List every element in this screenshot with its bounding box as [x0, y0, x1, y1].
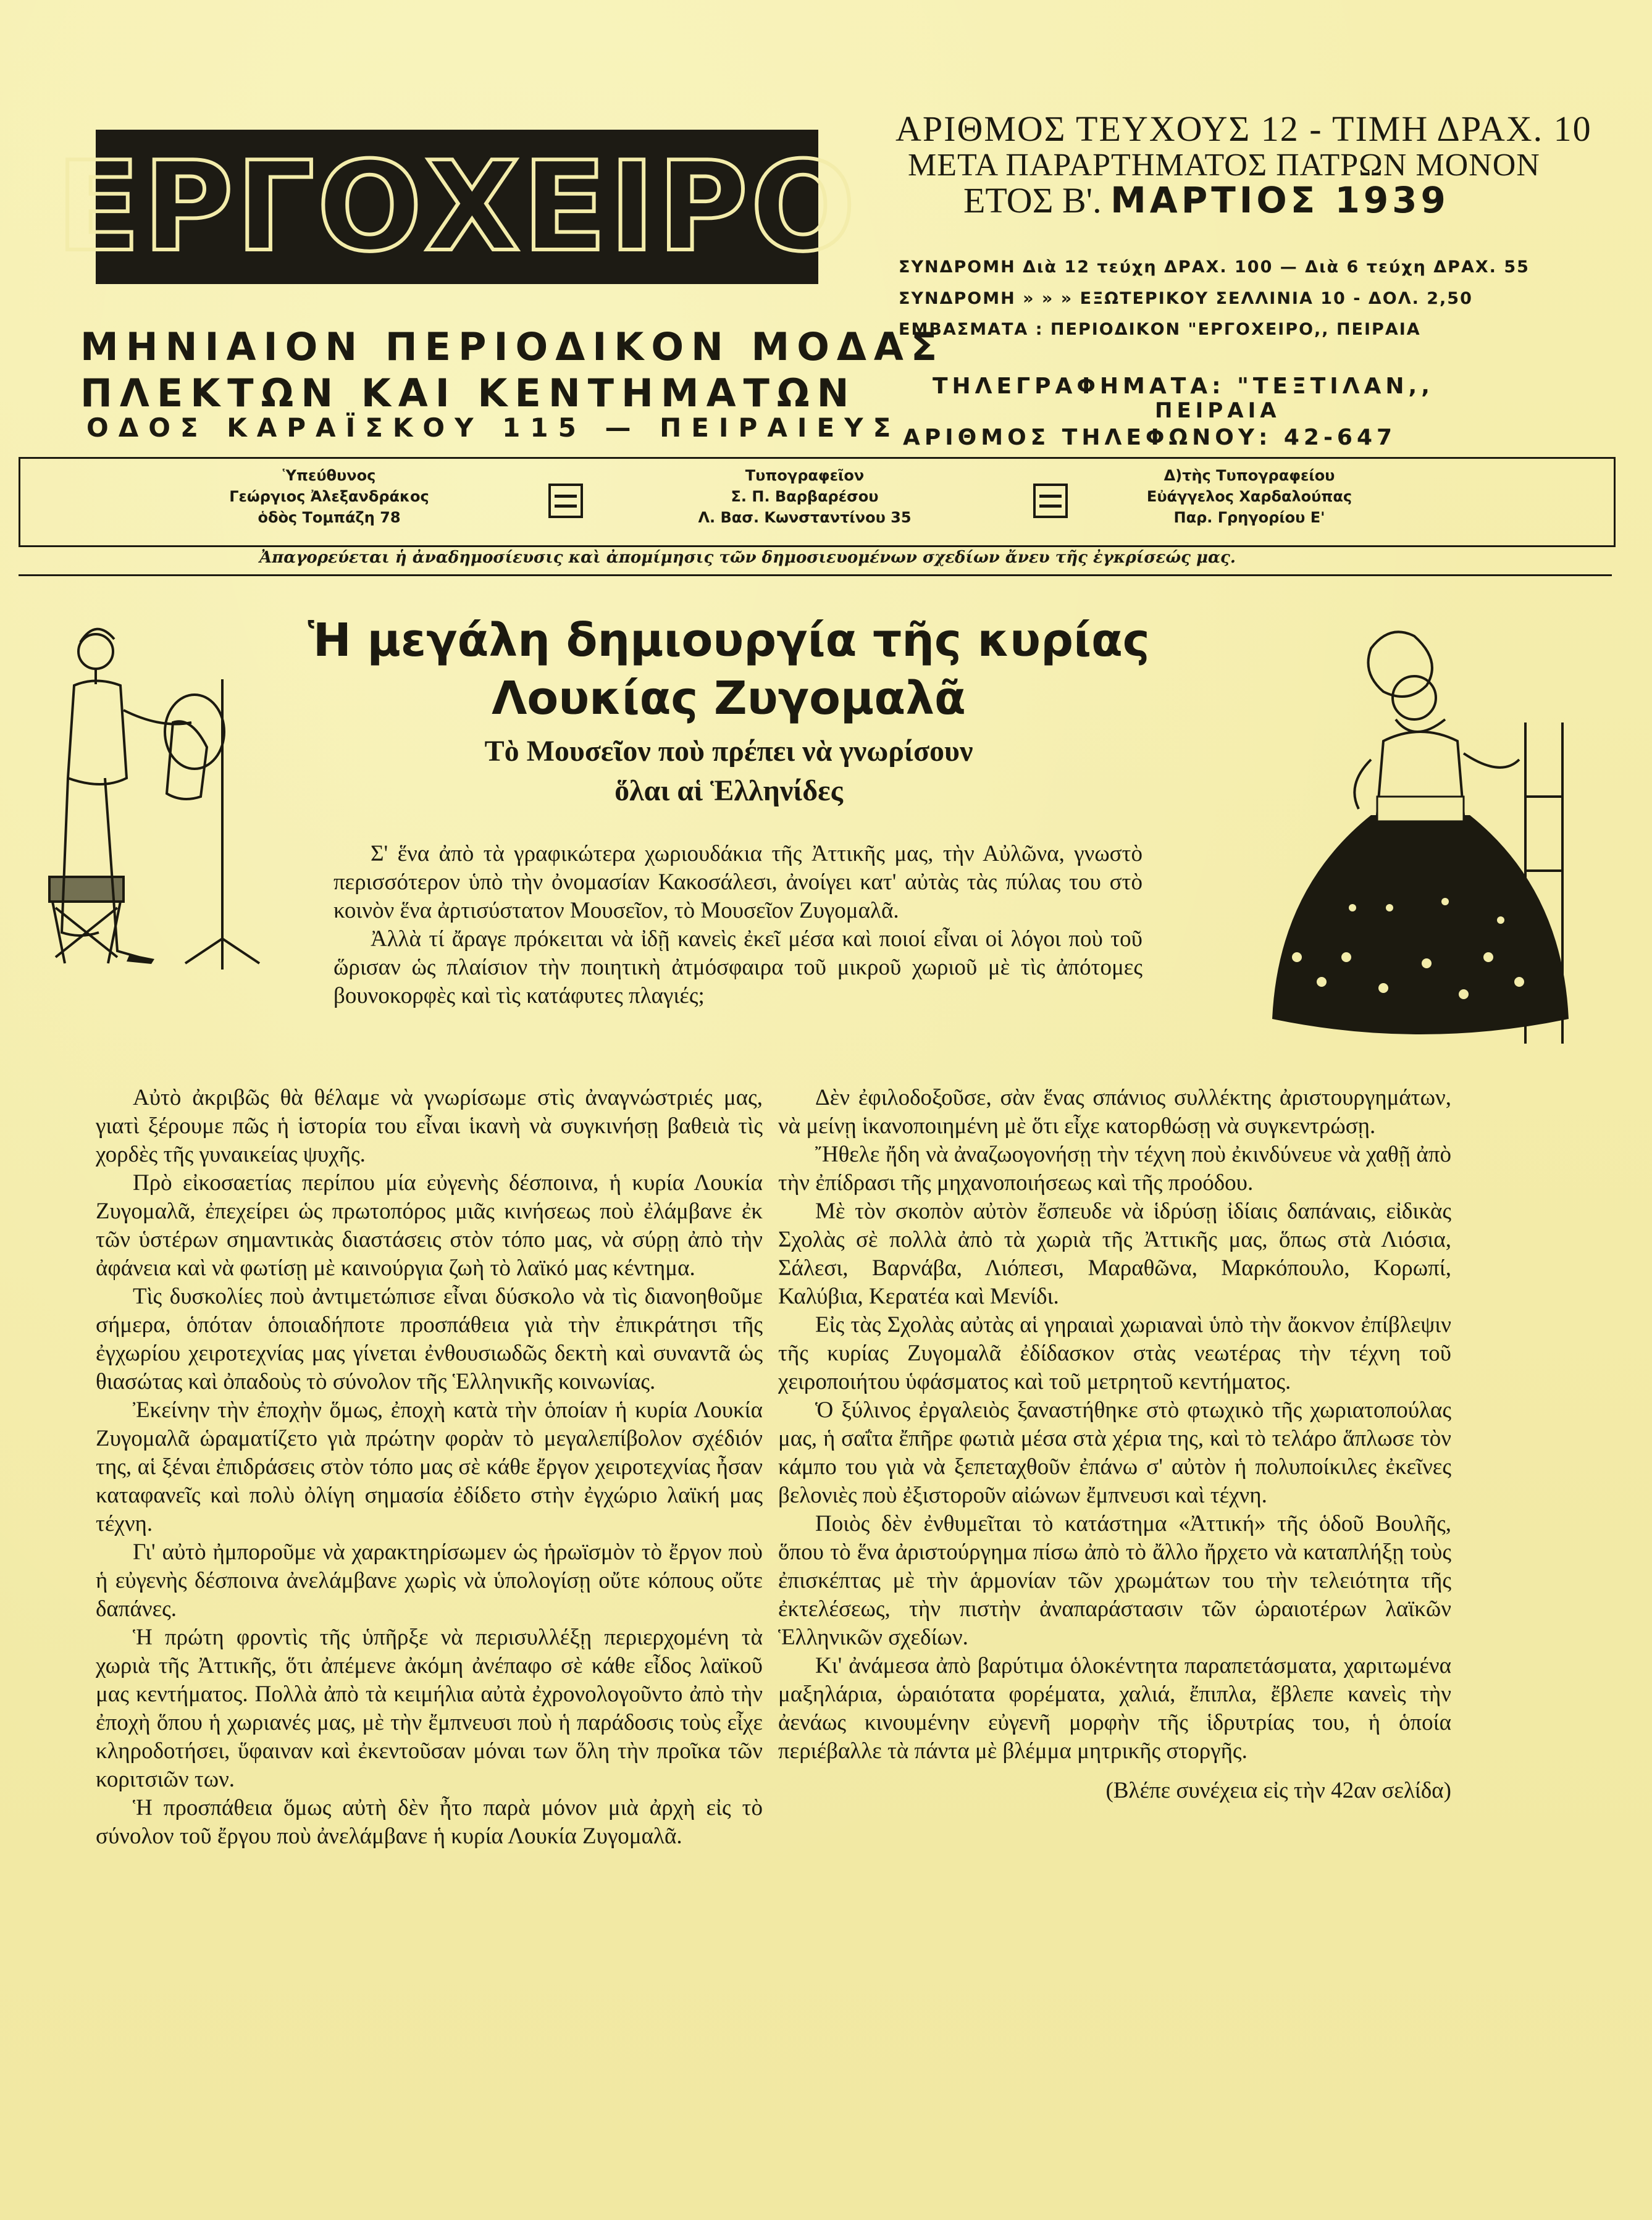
- lady-in-crinoline-illustration: [1229, 611, 1600, 1044]
- credit-address: Λ. Βασ. Κωνσταντίνου 35: [698, 509, 912, 526]
- article-intro: [333, 840, 1143, 1010]
- telegraph-city: ΠΕΙΡΑΙΑ: [1155, 398, 1281, 423]
- credit-editor: [181, 465, 477, 528]
- remittance-row: ΕΜΒΑΣΜΑΤΑ : ΠΕΡΙΟΔΙΚΟΝ "ΕΡΓΟΧΕΙΡΟ,, ΠΕΙΡΑΙΑ: [899, 320, 1421, 339]
- paragraph: Ἡ πρώτη φροντὶς τῆς ὑπῆρξε νὰ περισυλλέξῃ περιερχομένη τὰ χωριὰ τῆς Ἀττικῆς, ὅτι ἀπέμενε ἀκόμη ἀνέπαφο σὲ κάθε εἶδος λαϊκοῦ μας κεντήματος. Πολλὰ ἀπὸ τὰ κειμήλια αὐτὰ ἐχρονολογοῦντο ἀπὸ τὴν ἐποχὴ ὅπου ἡ χωριανές μας, μὲ τὴν ἔμπνευσι ποὺ ἡ παράδοσις τοὺς εἶχε κληροδοτήσει, ὕφαιναν καὶ ἐκεντοῦσαν μόναι των ὅλη τὴν προῖκα τῶν κοριτσιῶν των.: [96, 1625, 763, 1792]
- continued-on-page-note: (Βλέπε συνέχεια εἰς τὴν 42αν σελίδα): [1105, 1778, 1451, 1803]
- paragraph: Αὐτὸ ἀκριβῶς θὰ θέλαμε νὰ γνωρίσωμε στὶς ἀναγνώστριές μας, γιατὶ ξέρουμε πῶς ἡ ἱστορία του εἶναι ἱκανὴ νὰ συγκινήσῃ βαθειὰ τὶς χορδὲς τῆς γυναικείας ψυχῆς.: [96, 1085, 763, 1167]
- separator-icon: [1033, 484, 1068, 518]
- telegraph-address: ΤΗΛΕΓΡΑΦΗΜΑΤΑ: "ΤΕΞΤΙΛΑΝ,,: [933, 374, 1434, 399]
- issue-date: [963, 179, 1449, 221]
- issue-year: ΕΤΟΣ Β'.: [963, 180, 1102, 220]
- issue-supplement: ΜΕΤΑ ΠΑΡΑΡΤΗΜΑΤΟΣ ΠΑΤΡΩΝ ΜΟΝΟΝ: [908, 148, 1540, 183]
- subhead-line-1: Τὸ Μουσεῖον ποὺ πρέπει νὰ γνωρίσουν: [484, 735, 973, 768]
- credit-name: Σ. Π. Βαρβαρέσου: [731, 488, 879, 505]
- credit-address: Παρ. Γρηγορίου Ε': [1173, 509, 1325, 526]
- credit-role: Τυπογραφεῖον: [745, 467, 865, 484]
- credits-bar: [19, 457, 1616, 547]
- paragraph: Γι' αὐτὸ ἠμποροῦμε νὰ χαρακτηρίσωμεν ὡς ἡρωϊσμὸν τὸ ἔργον ποὺ ἡ εὐγενὴς δέσποινα ἀνελάμβανε χωρὶς νὰ ὑπολογίσῃ οὔτε κόπους οὔτε δαπάνες.: [96, 1539, 763, 1622]
- paragraph: Τὶς δυσκολίες ποὺ ἀντιμετώπισε εἶναι δύσκολο νὰ τὶς διανοηθοῦμε σήμερα, ὁπόταν ὁποιαδήποτε προσπάθεια γιὰ τὴν ἐπικράτησι τῆς ἐγχωρίου χειροτεχνίας μας γίνεται ἐνθουσιωδῶς δεκτὴ καὶ συναντᾶ ὡς θιασώτας καὶ ὀπαδοὺς τὸ σύνολον τῆς Ἑλληνικῆς κοινωνίας.: [96, 1284, 763, 1394]
- copyright-notice: Ἀπαγορεύεται ἡ ἀναδημοσίευσις καὶ ἀπομίμησις τῶν δημοσιευομένων σχεδίων ἄνευ τῆς ἐγκρίσεώς μας.: [259, 548, 1236, 567]
- paragraph: Ἐκείνην τὴν ἐποχὴν ὅμως, ἐποχὴ κατὰ τὴν ὁποίαν ἡ κυρία Λουκία Ζυγομαλᾶ ὡραματίζετο γιὰ πρώτην φορὰν τὸ μεγαλεπίβολον σχέδιόν της, αἱ ξέναι ἐπιδράσεις στὸν τόπο μας σὲ κάθε ἔργον χειροτεχνίας ἦσαν καταφανεῖς καὶ πολὺ ὀλίγη σημασία ἐδίδετο στὴν ἐγχώριο λαϊκή μας τέχνη.: [96, 1397, 763, 1536]
- credit-role: Ὑπεύθυνος: [282, 467, 376, 484]
- masthead-address: ΟΔΟΣ ΚΑΡΑΪΣΚΟΥ 115 — ΠΕΙΡΑΙΕΥΣ: [86, 413, 901, 443]
- issue-month: ΜΑΡΤΙΟΣ 1939: [1110, 179, 1449, 221]
- paragraph: Ποιὸς δὲν ἐνθυμεῖται τὸ κατάστημα «Ἀττική» τῆς ὁδοῦ Βουλῆς, ὅπου τὸ ἕνα ἀριστούργημα πίσω ἀπὸ τὸ ἄλλο ἤρχετο νὰ καταπλήξῃ τοὺς ἐπισκέπτας μὲ τὴν ἁρμονίαν τῶν χρωμάτων του τὴν τελειότητα τῆς ἐκτελέσεως, τὴν πιστὴν ἀναπαράστασιν τῶν ὡραιοτέρων λαϊκῶν Ἑλληνικῶν σχεδίων.: [778, 1511, 1451, 1650]
- headline-line-1: Ἡ μεγάλη δημιουργία τῆς κυρίας: [308, 614, 1150, 667]
- paragraph: Ἀλλὰ τί ἄραγε πρόκειται νὰ ἰδῇ κανεὶς ἐκεῖ μέσα καὶ ποιοί εἶναι οἱ λόγοι ποὺ τοῦ ὥρισαν ὡς πλαίσιον τὴν ποιητικὴ ἀτμόσφαιρα τοῦ μικροῦ χωριοῦ μὲ τὶς ἀπότομες βουνοκορφὲς καὶ τὶς κατάφυτες πλαγιές;: [333, 926, 1143, 1008]
- paragraph: Κι' ἀνάμεσα ἀπὸ βαρύτιμα ὁλοκέντητα παραπετάσματα, χαριτωμένα μαξηλάρια, ὡραιότατα φορέματα, χαλιά, ἔπιπλα, ἔβλεπε κανεὶς τὴν ἀενάως κινουμένην εὐγενῆ μορφὴν τῆς ἱδρυτρίας του, ἡ ὁποία περιέβαλλε τὰ πάντα μὲ βλέμμα μητρικῆς στοργῆς.: [778, 1653, 1451, 1764]
- article-subhead: [371, 732, 1087, 811]
- article-column-left: [96, 1084, 763, 1851]
- issue-number-price: ΑΡΙΘΜΟΣ ΤΕΥΧΟΥΣ 12 - ΤΙΜΗ ΔΡΑΧ. 10: [895, 109, 1592, 149]
- article-headline: [296, 611, 1161, 727]
- credit-printer: [650, 465, 959, 528]
- paragraph: Ἡ προσπάθεια ὅμως αὐτὴ δὲν ἦτο παρὰ μόνον μιὰ ἀρχὴ εἰς τὸ σύνολον τοῦ ἔργου ποὺ ἀνελάμβανε ἡ κυρία Λουκία Ζυγομαλᾶ.: [96, 1795, 763, 1849]
- separator-icon: [548, 484, 583, 518]
- subscription-row-foreign: ΣΥΝΔΡΟΜΗ » » » ΕΞΩΤΕΡΙΚΟΥ ΣΕΛΛΙΝΙΑ 10 - ΔΟΛ. 2,50: [899, 289, 1473, 308]
- paragraph: Σ' ἕνα ἀπὸ τὰ γραφικώτερα χωριουδάκια τῆς Ἀττικῆς μας, τὴν Αὐλῶνα, γνωστὸ περισσότερον ὑπὸ τὴν ὀνομασίαν Κακοσάλεσι, ἀνοίγει κατ' αὐτὰς τὰς πύλας του στὸ κοινὸν ἕνα ἀρτισύστατον Μουσεῖον, τὸ Μουσεῖον Ζυγομαλᾶ.: [333, 841, 1143, 923]
- subscription-row-domestic: ΣΥΝΔΡΟΜΗ Διὰ 12 τεύχη ΔΡΑΧ. 100 — Διὰ 6 τεύχη ΔΡΑΧ. 55: [899, 258, 1530, 277]
- credit-print-director: [1070, 465, 1428, 528]
- credit-name: Γεώργιος Ἀλεξανδράκος: [229, 488, 429, 505]
- subhead-line-2: ὅλαι αἱ Ἑλληνίδες: [614, 774, 843, 807]
- paragraph: Δὲν ἐφιλοδοξοῦσε, σὰν ἕνας σπάνιος συλλέκτης ἀριστουργημάτων, νὰ μείνῃ ἱκανοποιημένη μὲ ὅτι εἶχε κατορθώσῃ νὰ συγκεντρώσῃ.: [778, 1085, 1451, 1139]
- paragraph: Εἰς τὰς Σχολὰς αὐτὰς αἱ γηραιαὶ χωριαναὶ ὑπὸ τὴν ἄοκνον ἐπίβλεψιν τῆς κυρίας Ζυγομαλᾶ ἐδίδασκον στὰς νεωτέρας τὴν τέχνη τοῦ χειροποιήτου ὑφάσματος καὶ τοῦ μετρητοῦ κεντήματος.: [778, 1312, 1451, 1394]
- paragraph: Ὁ ξύλινος ἐργαλειὸς ξαναστήθηκε στὸ φτωχικὸ τῆς χωριατοπούλας μας, ἡ σαΐτα ἔπῆρε φωτιὰ μέσα στὰ χέρια της, καὶ τὸ τελάρο ἅπλωσε τὸν κάμπο του γιὰ νὰ ξεπεταχθοῦν ἐπάνω σ' αὐτὸν ἡ πολυποίκιλες ἐκεῖνες βελονιὲς ποὺ ἐξιστοροῦν αἰώνων ἔμπνευσι καὶ τέχνη.: [778, 1397, 1451, 1508]
- headline-line-2: Λουκίας Ζυγομαλᾶ: [492, 672, 966, 725]
- subtitle-line-1: ΜΗΝΙΑΙΟΝ ΠΕΡΙΟΔΙΚΟΝ ΜΟΔΑΣ: [80, 324, 945, 369]
- embroidering-woman-illustration: [37, 618, 309, 1000]
- divider: [19, 574, 1612, 576]
- credit-address: ὁδὸς Τομπάζη 78: [258, 509, 401, 526]
- credit-name: Εὐάγγελος Χαρδαλούπας: [1146, 488, 1352, 505]
- subtitle-line-2: ΠΛΕΚΤΩΝ ΚΑΙ ΚΕΝΤΗΜΑΤΩΝ: [80, 371, 857, 416]
- telephone-number: ΑΡΙΘΜΟΣ ΤΗΛΕΦΩΝΟΥ: 42-647: [903, 425, 1397, 450]
- masthead-logo: [56, 130, 858, 284]
- logo-text: ΕΡΓΟΧΕΙΡΟ: [56, 135, 858, 279]
- credit-role: Δ)τὴς Τυπογραφείου: [1164, 467, 1335, 484]
- paragraph: Ἤθελε ἤδη νὰ ἀναζωογονήσῃ τὴν τέχνη ποὺ ἐκινδύνευε νὰ χαθῇ ἀπὸ τὴν ἐπίδρασι τῆς μηχανοποιήσεως καὶ τῆς προόδου.: [778, 1142, 1451, 1196]
- paragraph: Μὲ τὸν σκοπὸν αὐτὸν ἔσπευδε νὰ ἱδρύσῃ ἰδίαις δαπάναις, εἰδικὰς Σχολὰς σὲ πολλὰ ἀπὸ τὰ χωριὰ τῆς Ἀττικῆς μας, ὅπως στὰ Λιόσια, Σάλεσι, Βαρνάβα, Λιόπεσι, Μαραθῶνα, Μαρκόπουλο, Κορωπί, Καλύβια, Κερατέα καὶ Μενίδι.: [778, 1199, 1451, 1309]
- article-column-right: [778, 1084, 1451, 1805]
- paragraph: Πρὸ εἰκοσαετίας περίπου μία εὐγενὴς δέσποινα, ἡ κυρία Λουκία Ζυγομαλᾶ, ἐπεχείρει ὡς πρωτοπόρος μιᾶς κινήσεως ποὺ ἐλάμβανε ἐκ τῶν ὑστέρων σημαντικὰς διαστάσεις στὸν τόπο μας, νὰ σύρῃ ἀπὸ τὴν ἀφάνεια καὶ νὰ φωτίσῃ μὲ καινούργια ζωὴ τὸ λαϊκό μας κέντημα.: [96, 1170, 763, 1281]
